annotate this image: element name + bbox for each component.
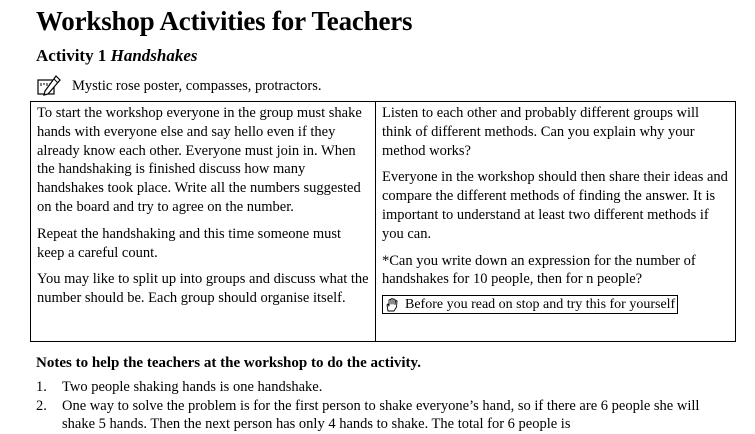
pencil-ruler-icon [36, 74, 62, 98]
list-item-number: 2. [36, 397, 47, 414]
list-item-number: 1. [36, 379, 47, 395]
instruction-paragraph: Repeat the handshaking and this time someone must keep a careful count. [37, 225, 342, 261]
list-item-text: One way to solve the problem is for the first person to shake everyone’s hand, so if there are 6 people she will shake 5 hands. Then the next person has only 4 hands to shake. The total for 6 people is [62, 397, 700, 432]
list-item [36, 397, 736, 434]
try-it-text: Before you read on stop and try this for yourself [405, 297, 676, 313]
activity-name: Handshakes [110, 46, 198, 65]
materials-line [36, 73, 322, 99]
discussion-paragraph: *Can you write down an expression for the number of handshakes for 10 people, then for n people? [382, 252, 696, 288]
activity-box [30, 101, 736, 342]
page-title: Workshop Activities for Teachers [36, 6, 413, 36]
notes-heading: Notes to help the teachers at the workshop to do the activity. [36, 355, 421, 371]
notes-list [36, 378, 736, 434]
instruction-paragraph: You may like to split up into groups and discuss what the number should be. Each group should organise itself. [37, 271, 369, 307]
activity-label: Activity 1 [36, 46, 111, 65]
list-item [36, 378, 736, 397]
instructions-column [31, 102, 376, 341]
list-item-text: Two people shaking hands is one handshake. [62, 379, 323, 395]
materials-text: Mystic rose poster, compasses, protractors. [72, 77, 322, 94]
discussion-column [376, 102, 735, 341]
hand-icon [385, 298, 400, 312]
try-it-callout [382, 295, 678, 314]
discussion-paragraph: Listen to each other and probably different groups will think of different methods. Can you explain why your method works? [382, 105, 700, 159]
instruction-paragraph: To start the workshop everyone in the group must shake hands with everyone else and say hello even if they already know each other. Everyone must join in. When the handshaking is finished discuss how many handshakes took place. Write all the numbers suggested on the board and try to agree on the number. [37, 105, 362, 215]
activity-heading [36, 46, 198, 66]
discussion-paragraph: Everyone in the workshop should then share their ideas and compare the different methods of finding the answer. It is important to understand at least two different methods if you can. [382, 169, 728, 242]
